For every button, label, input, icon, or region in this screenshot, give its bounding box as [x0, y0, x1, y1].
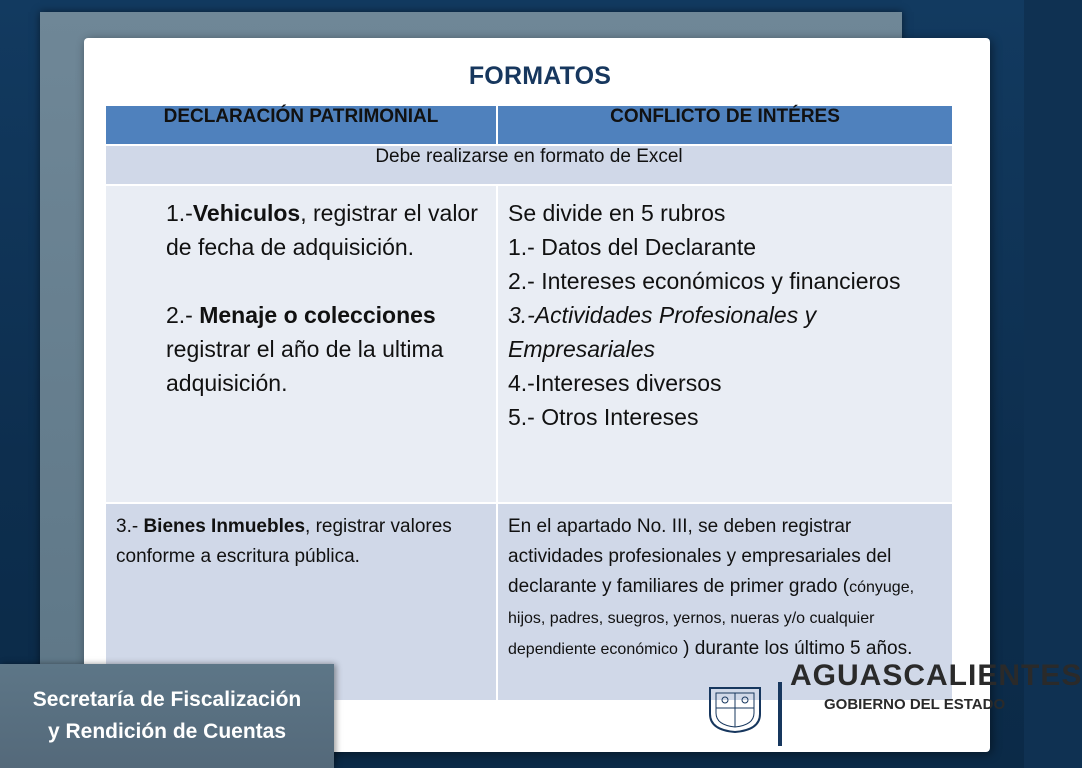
rubro-3: 3.-Actividades Profesionales y Empresariales [508, 302, 817, 362]
cell-declaracion-items [105, 185, 497, 503]
header-conflicto: CONFLICTO DE INTÉRES [497, 105, 953, 145]
footer-line-2: y Rendición de Cuentas [47, 720, 287, 743]
cell-apartado-iii: En el apartado No. III, se deben registrar actividades profesionales y empresariales del declarante y familiares de primer grado (cónyuge, hijos, padres, suegros, yernos, nueras y/o cualquier dependiente económico ) durante los último 5 años. [497, 503, 953, 701]
rubro-5: 5.- Otros Intereses [508, 404, 699, 430]
slide-title: FORMATOS [468, 62, 612, 90]
cell-bienes-inmuebles: 3.- Bienes Inmuebles, registrar valores conforme a escritura pública. [105, 503, 497, 701]
rubros-intro: Se divide en 5 rubros [508, 200, 726, 226]
cell-conflicto-rubros [497, 185, 953, 503]
excel-note: Debe realizarse en formato de Excel [105, 145, 953, 185]
rubro-4: 4.-Intereses diversos [508, 370, 722, 396]
logo-divider [778, 682, 782, 746]
table-row [105, 185, 953, 503]
table-header-row [105, 105, 953, 145]
table-row [105, 145, 953, 185]
footer-box [0, 664, 334, 768]
item-vehiculos: 1.-Vehiculos, registrar el valor de fecha de adquisición. [166, 200, 478, 260]
logo-government: GOBIERNO DEL ESTADO [824, 696, 1006, 713]
state-seal-icon [702, 684, 768, 734]
rubro-2: 2.- Intereses económicos y financieros [508, 268, 901, 294]
rubro-1: 1.- Datos del Declarante [508, 234, 757, 260]
item-menaje: 2.- Menaje o colecciones registrar el año de la ultima adquisición. [166, 302, 444, 396]
footer-line-1: Secretaría de Fiscalización [32, 688, 302, 711]
logo-wordmark: AGUASCALIENTES [790, 659, 1082, 692]
formats-table [104, 104, 954, 702]
header-declaracion: DECLARACIÓN PATRIMONIAL [105, 105, 497, 145]
